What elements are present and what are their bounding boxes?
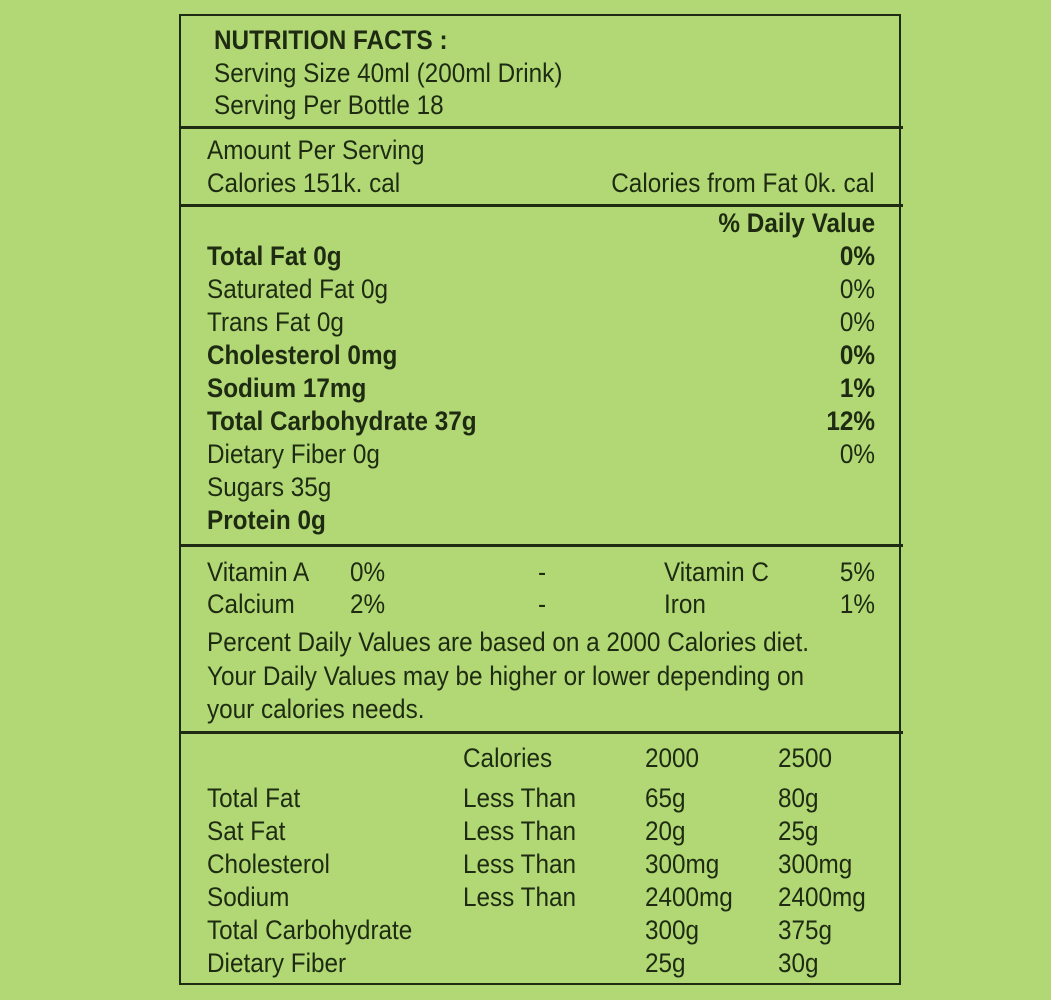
table-cell: 30g <box>778 948 819 978</box>
daily-value-header: % Daily Value <box>718 208 875 238</box>
table-header-cell: 2000 <box>645 743 700 773</box>
separator: - <box>538 557 547 587</box>
table-cell: 25g <box>778 816 819 846</box>
nutrient-daily-value: 0% <box>839 340 875 370</box>
nutrient-label: Total Fat 0g <box>207 241 342 271</box>
nutrient-label: Sugars 35g <box>207 472 332 502</box>
nutrient-daily-value: 12% <box>826 406 875 436</box>
vitamin-value: 5% <box>839 557 875 587</box>
table-cell: 300mg <box>645 849 720 879</box>
nutrient-daily-value: 1% <box>839 373 875 403</box>
table-cell: Less Than <box>463 783 577 813</box>
servings-per-bottle: Serving Per Bottle 18 <box>214 90 444 120</box>
table-cell: 2400mg <box>778 882 866 912</box>
table-cell: 300mg <box>778 849 853 879</box>
table-cell: Less Than <box>463 816 577 846</box>
table-cell: 2400mg <box>645 882 733 912</box>
calories: Calories 151k. cal <box>207 168 401 198</box>
nutrient-daily-value: 0% <box>839 241 875 271</box>
footnote-line: Your Daily Values may be higher or lower depending on <box>207 661 805 691</box>
calories-from-fat: Calories from Fat 0k. cal <box>611 168 875 198</box>
vitamin-name: Iron <box>664 589 706 619</box>
nutrient-daily-value: 0% <box>839 307 875 337</box>
table-cell: 80g <box>778 783 819 813</box>
vitamin-name: Calcium <box>207 589 295 619</box>
vitamin-value: 0% <box>350 557 386 587</box>
divider <box>179 126 903 129</box>
table-cell: 25g <box>645 948 686 978</box>
table-header-cell: 2500 <box>778 743 833 773</box>
vitamin-name: Vitamin C <box>664 557 769 587</box>
vitamin-value: 2% <box>350 589 386 619</box>
separator: - <box>538 589 547 619</box>
nutrient-label: Cholesterol 0mg <box>207 340 398 370</box>
nutrient-label: Total Carbohydrate 37g <box>207 406 477 436</box>
table-cell: Less Than <box>463 849 577 879</box>
footnote-line: your calories needs. <box>207 694 425 724</box>
table-header-cell: Calories <box>463 743 553 773</box>
table-cell: Sodium <box>207 882 290 912</box>
nutrient-daily-value: 0% <box>839 274 875 304</box>
table-cell: Dietary Fiber <box>207 948 347 978</box>
table-cell: Total Fat <box>207 783 301 813</box>
nutrient-label: Trans Fat 0g <box>207 307 344 337</box>
table-cell: Cholesterol <box>207 849 330 879</box>
table-cell: 20g <box>645 816 686 846</box>
vitamin-value: 1% <box>839 589 875 619</box>
vitamin-name: Vitamin A <box>207 557 310 587</box>
nutrient-label: Saturated Fat 0g <box>207 274 389 304</box>
divider <box>179 731 903 734</box>
table-cell: Sat Fat <box>207 816 286 846</box>
table-cell: 375g <box>778 915 833 945</box>
amount-per-serving: Amount Per Serving <box>207 135 425 165</box>
table-cell: 65g <box>645 783 686 813</box>
table-cell: Total Carbohydrate <box>207 915 413 945</box>
nutrient-label: Sodium 17mg <box>207 373 367 403</box>
table-cell: Less Than <box>463 882 577 912</box>
table-cell: 300g <box>645 915 700 945</box>
nutrient-label: Protein 0g <box>207 505 326 535</box>
footnote-line: Percent Daily Values are based on a 2000 Calories diet. <box>207 627 810 657</box>
nutrient-daily-value: 0% <box>839 439 875 469</box>
serving-size: Serving Size 40ml (200ml Drink) <box>214 58 563 88</box>
label-title: NUTRITION FACTS : <box>214 25 448 55</box>
divider <box>179 544 903 547</box>
nutrient-label: Dietary Fiber 0g <box>207 439 380 469</box>
